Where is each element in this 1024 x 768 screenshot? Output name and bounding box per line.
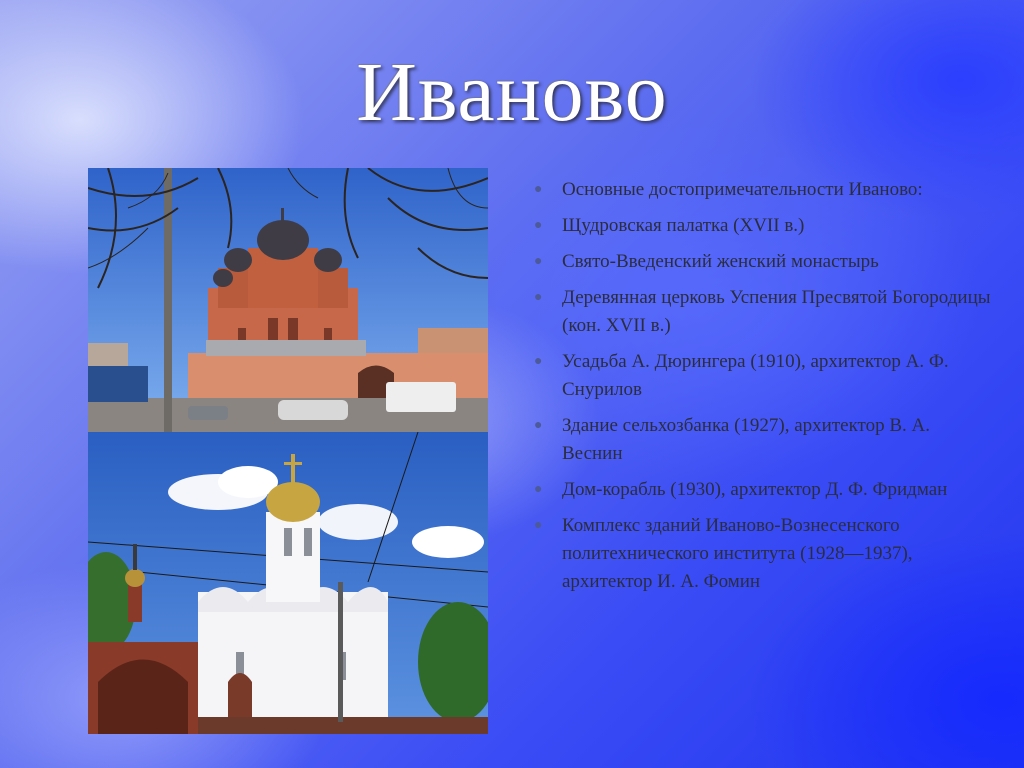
bullet-icon: ● — [534, 290, 543, 305]
list-item-text: Основные достопримечательности Иваново: — [562, 179, 923, 200]
list-item-text: Комплекс зданий Иваново-Вознесенского политехнического института (1928—1937), архитектор И. А. Фомин — [562, 515, 913, 592]
slide-title: Иваново — [356, 46, 668, 139]
list-item-text: Здание сельхозбанка (1927), архитектор В. А. Веснин — [562, 415, 931, 464]
bullet-icon: ● — [534, 354, 543, 369]
list-item — [532, 476, 992, 504]
list-item-text: Дом-корабль (1930), архитектор Д. Ф. Фридман — [562, 479, 948, 500]
list-item — [532, 212, 992, 240]
photo-white-church — [88, 432, 488, 734]
list-item-text: Щудровская палатка (XVII в.) — [562, 215, 805, 236]
list-item — [532, 412, 992, 468]
photo-brick-church — [88, 168, 488, 432]
bullet-icon: ● — [534, 482, 543, 497]
bullet-icon: ● — [534, 418, 543, 433]
attractions-list — [532, 176, 992, 604]
list-item — [532, 348, 992, 404]
list-item — [532, 512, 992, 596]
list-item — [532, 176, 992, 204]
bullet-icon: ● — [534, 182, 543, 197]
list-item-text: Усадьба А. Дюрингера (1910), архитектор А. Ф. Снурилов — [562, 351, 949, 400]
list-item — [532, 284, 992, 340]
bullet-icon: ● — [534, 518, 543, 533]
bullet-icon: ● — [534, 218, 543, 233]
list-item-text: Деревянная церковь Успения Пресвятой Богородицы (кон. XVII в.) — [562, 287, 991, 336]
list-item-text: Свято-Введенский женский монастырь — [562, 251, 879, 272]
list-item — [532, 248, 992, 276]
bullet-icon: ● — [534, 254, 543, 269]
